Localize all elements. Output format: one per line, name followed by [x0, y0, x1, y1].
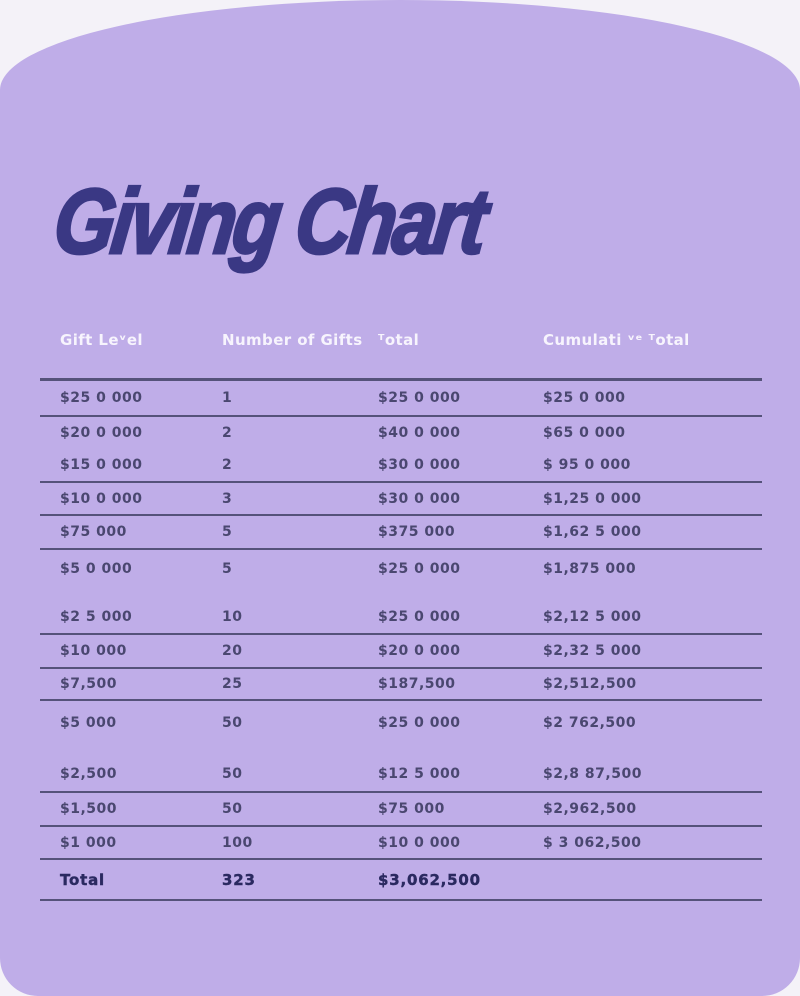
cell-total: $75 000: [378, 801, 445, 817]
cell-total: $30 0 000: [378, 456, 461, 473]
table-row: [40, 699, 762, 744]
cell-num-gifts: 100: [222, 834, 253, 851]
cell-total: $10 0 000: [378, 834, 461, 851]
cell-total: $25 0 000: [378, 561, 461, 577]
table-row: [40, 633, 762, 667]
cell-gift-level: $7,500: [60, 676, 118, 692]
cell-total: $30 0 000: [378, 490, 461, 507]
cell-num-gifts: 50: [222, 766, 243, 782]
cell-num-gifts: 50: [222, 714, 243, 731]
cell-num-gifts: 10: [222, 609, 243, 625]
cell-total: $12 5 000: [378, 766, 461, 782]
cell-cumulative: $2,12 5 000: [543, 609, 642, 625]
cell-total: $187,500: [378, 676, 456, 692]
page-title: Giving Chart: [48, 171, 490, 273]
cell-cumulative: $1,875 000: [543, 561, 637, 577]
cell-gift-level: $20 0 000: [60, 424, 143, 441]
table-row: [40, 791, 762, 825]
cell-num-gifts: 5: [222, 524, 233, 540]
table-row: [40, 825, 762, 858]
giving-table: [40, 378, 762, 901]
cell-gift-level: $1,500: [60, 801, 118, 817]
cell-cumulative: $1,62 5 000: [543, 524, 642, 540]
cell-gift-level: $10 000: [60, 643, 127, 659]
cell-num-gifts: 5: [222, 561, 233, 577]
header-gift-level: Gift Leᵛel: [60, 331, 143, 349]
table-row: [40, 514, 762, 548]
cell-total: $20 0 000: [378, 643, 461, 659]
cell-gift-level: $2,500: [60, 766, 118, 782]
cell-total: $375 000: [378, 524, 456, 540]
table-total-row: [40, 858, 762, 899]
table-row: [40, 588, 762, 633]
cell-cumulative: $2,512,500: [543, 676, 637, 692]
cell-cumulative: $1,25 0 000: [543, 490, 642, 507]
table-row: [40, 744, 762, 791]
cell-num-gifts: 2: [222, 456, 233, 473]
cell-cumulative: $25 0 000: [543, 390, 626, 406]
cell-cumulative: $65 0 000: [543, 424, 626, 441]
cell-cumulative: $ 95 0 000: [543, 456, 631, 473]
cell-total: $25 0 000: [378, 714, 461, 731]
cell-gift-level: $5 0 000: [60, 561, 133, 577]
cell-gift-level: $2 5 000: [60, 609, 133, 625]
cell-total: $25 0 000: [378, 609, 461, 625]
cell-cumulative: $2,32 5 000: [543, 643, 642, 659]
table-row: [40, 481, 762, 514]
table-header-row: [40, 331, 762, 349]
cell-total-amount: $3,062,500: [378, 870, 481, 889]
cell-gift-level: $5 000: [60, 714, 117, 731]
cell-gift-level: $75 000: [60, 524, 127, 540]
cell-num-gifts: 50: [222, 801, 243, 817]
cell-cumulative: $2,8 87,500: [543, 766, 642, 782]
cell-num-gifts: 3: [222, 490, 233, 507]
cell-cumulative: $ 3 062,500: [543, 834, 642, 851]
cell-cumulative: $2,962,500: [543, 801, 637, 817]
table-row: [40, 381, 762, 415]
cell-num-gifts: 25: [222, 676, 243, 692]
cell-gift-level: $1 000: [60, 834, 117, 851]
cell-num-gifts: 1: [222, 390, 233, 406]
header-number-of-gifts: Number of Gifts: [222, 331, 363, 349]
cell-gift-level: $10 0 000: [60, 490, 143, 507]
table-row: [40, 548, 762, 588]
header-total: ᵀotal: [378, 331, 420, 349]
table-row: [40, 448, 762, 481]
cell-gift-level: $15 0 000: [60, 456, 143, 473]
cell-total-label: Total: [60, 870, 105, 889]
cell-cumulative: $2 762,500: [543, 714, 637, 731]
table-row: [40, 667, 762, 699]
header-cumulative-total: Cumulati ᵛᵉ ᵀotal: [543, 331, 690, 349]
cell-total: $25 0 000: [378, 390, 461, 406]
table-row: [40, 415, 762, 448]
cell-gift-level: $25 0 000: [60, 390, 143, 406]
cell-total-num-gifts: 323: [222, 870, 256, 889]
cell-total: $40 0 000: [378, 424, 461, 441]
cell-num-gifts: 20: [222, 643, 243, 659]
cell-num-gifts: 2: [222, 424, 233, 441]
